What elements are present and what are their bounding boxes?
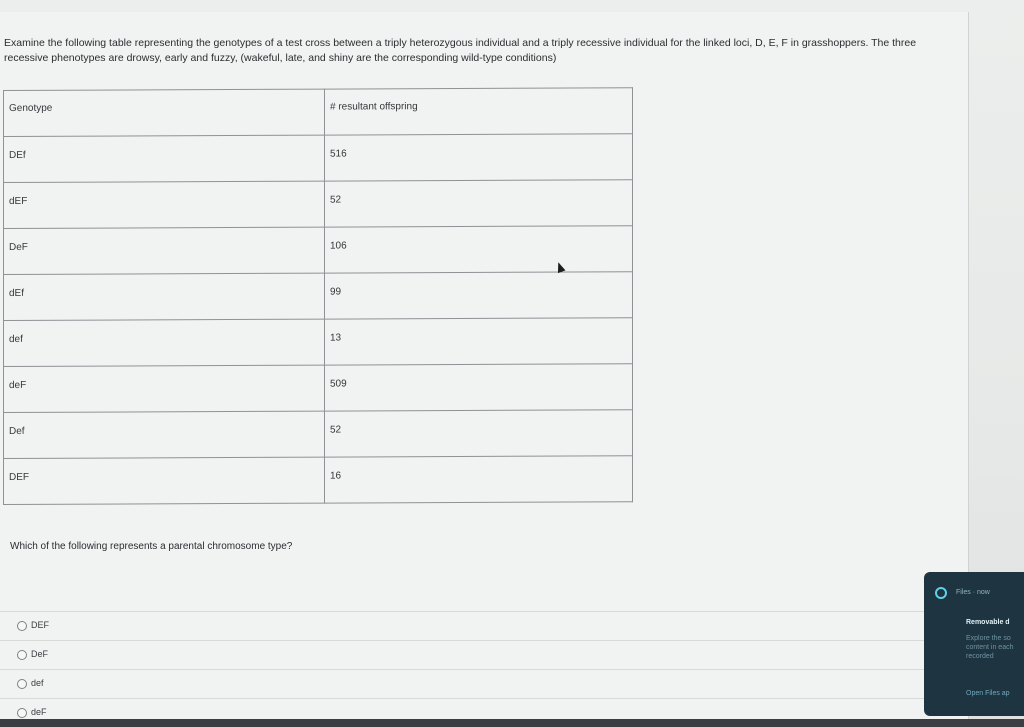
radio-button[interactable] bbox=[17, 679, 27, 689]
table-row bbox=[4, 272, 633, 321]
offspring-cell: 13 bbox=[325, 318, 633, 365]
table-row bbox=[4, 456, 633, 505]
genotype-cell: deF bbox=[4, 365, 325, 412]
option-label: deF bbox=[31, 707, 47, 717]
header-genotype: Genotype bbox=[4, 89, 325, 136]
files-notification[interactable] bbox=[924, 572, 1024, 716]
genotype-cell: dEF bbox=[4, 181, 325, 228]
answer-option[interactable] bbox=[0, 669, 930, 698]
offspring-cell: 106 bbox=[325, 226, 633, 273]
offspring-cell: 52 bbox=[325, 180, 633, 227]
offspring-cell: 52 bbox=[325, 410, 633, 457]
screen-bottom-edge bbox=[0, 719, 1024, 727]
notification-heading: Removable d bbox=[966, 619, 1010, 626]
genotype-cell: DEF bbox=[4, 457, 325, 504]
genotype-cell: def bbox=[4, 319, 325, 366]
radio-button[interactable] bbox=[17, 621, 27, 631]
table-row bbox=[4, 180, 633, 229]
genotype-cell: DeF bbox=[4, 227, 325, 274]
option-label: DEF bbox=[31, 620, 49, 630]
offspring-cell: 509 bbox=[325, 364, 633, 411]
open-files-link[interactable]: Open Files ap bbox=[966, 690, 1010, 697]
table-row bbox=[4, 134, 633, 183]
header-offspring: # resultant offspring bbox=[325, 88, 633, 135]
table-header-row bbox=[4, 88, 633, 137]
notification-body: Explore the so content in each recorded bbox=[966, 635, 1014, 660]
question-text: Which of the following represents a parental chromosome type? bbox=[10, 541, 293, 552]
genotype-cell: DEf bbox=[4, 135, 325, 182]
question-prompt: Examine the following table representing the genotypes of a test cross between a triply heterozygous individual and a triply recessive individual for the linked loci, D, E, F in grasshoppers. The three recessive phenotypes are drowsy, early and fuzzy, (wakeful, late, and shiny are the corresponding wild-type conditions) bbox=[4, 37, 917, 64]
table-row bbox=[4, 226, 633, 275]
offspring-cell: 16 bbox=[325, 456, 633, 503]
notification-title: Files · now bbox=[956, 589, 990, 596]
answer-option[interactable] bbox=[0, 611, 930, 640]
answer-options bbox=[0, 611, 930, 727]
offspring-cell: 516 bbox=[325, 134, 633, 181]
offspring-cell: 99 bbox=[325, 272, 633, 319]
radio-button[interactable] bbox=[17, 650, 27, 660]
files-app-icon bbox=[935, 587, 947, 599]
genotype-cell: dEf bbox=[4, 273, 325, 320]
table-row bbox=[4, 364, 633, 413]
option-label: def bbox=[31, 678, 44, 688]
radio-button[interactable] bbox=[17, 708, 27, 718]
genotype-cell: Def bbox=[4, 411, 325, 458]
table-row bbox=[4, 318, 633, 367]
option-label: DeF bbox=[31, 649, 49, 659]
answer-option[interactable] bbox=[0, 640, 930, 669]
table-row bbox=[4, 410, 633, 459]
genotype-table bbox=[3, 87, 633, 505]
